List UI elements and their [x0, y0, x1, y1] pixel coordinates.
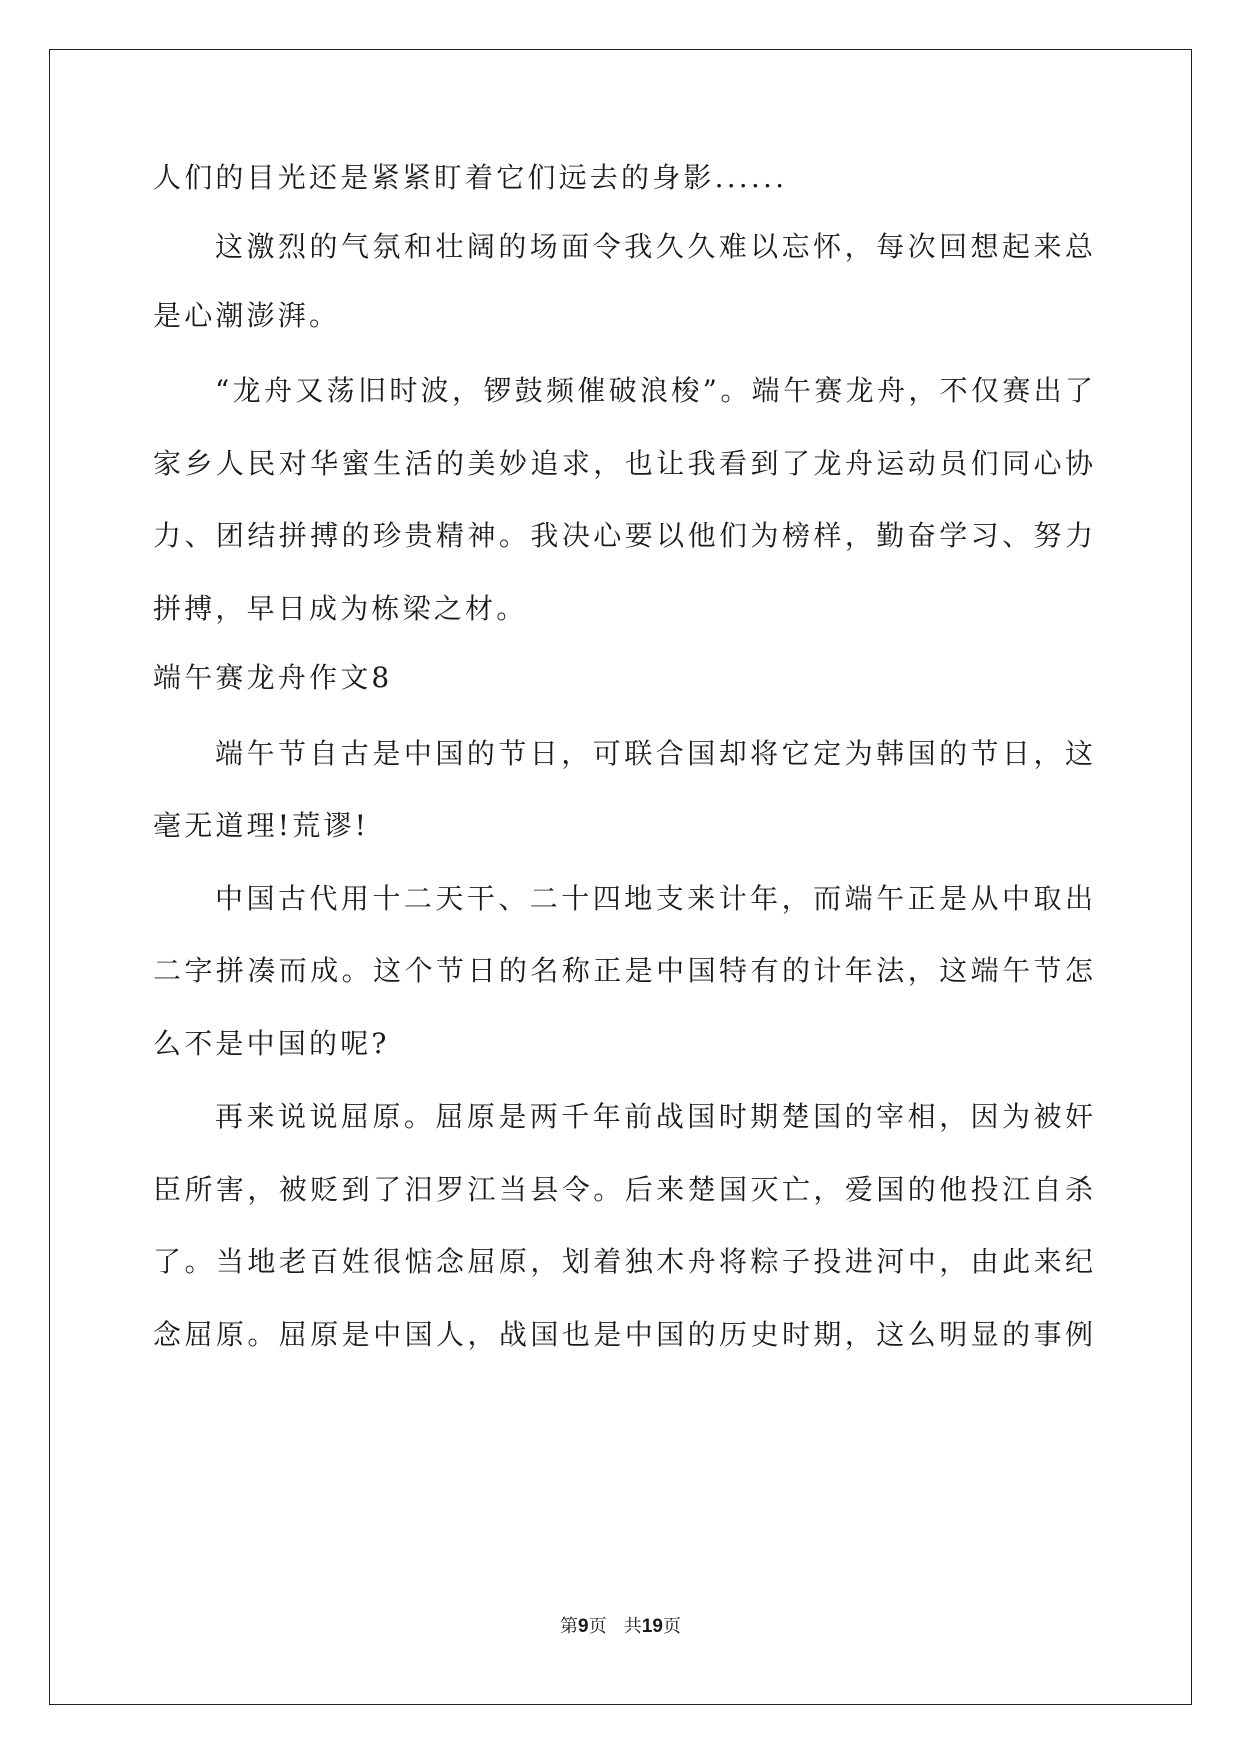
total-pages: 19 [641, 1616, 663, 1637]
text-line: 再来说说屈原。屈原是两千年前战国时期楚国的宰相，因为被奸 [215, 1100, 1093, 1133]
text-line: 二字拼凑而成。这个节日的名称正是中国特有的计年法，这端午节怎 [153, 954, 1093, 987]
text-line: “龙舟又荡旧时波，锣鼓频催破浪梭”。端午赛龙舟，不仅赛出了 [215, 374, 1093, 407]
text-line: 这激烈的气氛和壮阔的场面令我久久难以忘怀，每次回想起来总 [215, 230, 1093, 263]
page-footer [0, 1615, 1241, 1639]
footer-total-prefix: 共 [623, 1616, 642, 1637]
text-line: 端午节自古是中国的节日，可联合国却将它定为韩国的节日，这 [215, 737, 1093, 770]
footer-prefix: 第 [560, 1616, 579, 1637]
footer-page-suffix: 页 [588, 1616, 607, 1637]
text-line: 念屈原。屈原是中国人，战国也是中国的历史时期，这么明显的事例 [153, 1318, 1093, 1351]
text-line: 家乡人民对华蜜生活的美妙追求，也让我看到了龙舟运动员们同心协 [153, 447, 1093, 480]
text-line: 人们的目光还是紧紧盯着它们远去的身影...... [153, 161, 788, 194]
text-line: 臣所害，被贬到了汨罗江当县令。后来楚国灭亡，爱国的他投江自杀 [153, 1173, 1093, 1206]
text-line: 中国古代用十二天干、二十四地支来计年，而端午正是从中取出 [215, 882, 1093, 915]
page-number: 9 [578, 1616, 589, 1637]
text-line: 了。当地老百姓很惦念屈原，划着独木舟将粽子投进河中，由此来纪 [153, 1245, 1093, 1278]
text-line: 拼搏，早日成为栋梁之材。 [153, 592, 528, 625]
footer-total-suffix: 页 [662, 1616, 681, 1637]
text-line: 力、团结拼搏的珍贵精神。我决心要以他们为榜样，勤奋学习、努力 [153, 519, 1093, 552]
text-line: 毫无道理!荒谬! [153, 809, 370, 842]
section-heading: 端午赛龙舟作文8 [153, 661, 393, 694]
text-line: 是心潮澎湃。 [153, 299, 341, 332]
text-line: 么不是中国的呢? [153, 1027, 390, 1060]
